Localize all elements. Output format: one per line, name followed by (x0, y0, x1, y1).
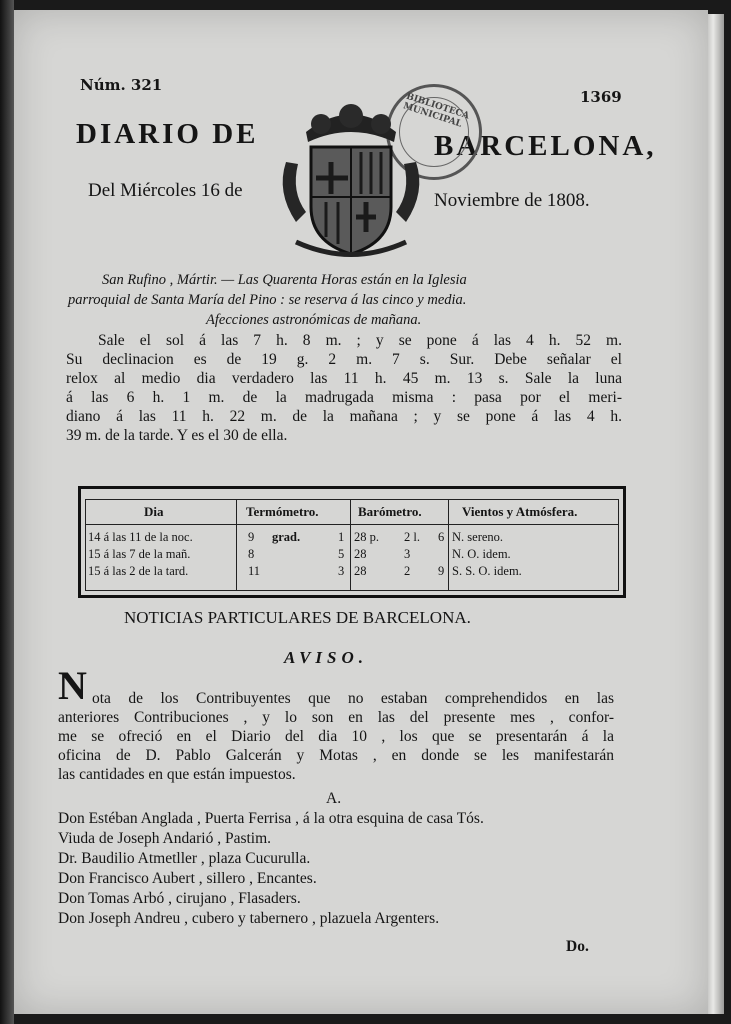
masthead-right: BARCELONA, (434, 130, 657, 162)
cell-baro-lines: 2 (404, 564, 411, 578)
date-left: Del Miércoles 16 de (88, 180, 243, 201)
astro-line: diano á las 11 h. 22 m. de la mañana ; y se pone á las 4 h. (66, 408, 622, 425)
aviso-line: las cantidades en que están impuestos. (58, 766, 296, 783)
aviso-line: anteriores Contribuciones , y lo son en las del presente mes , confor- (58, 709, 614, 726)
cell-baro: 28 (354, 547, 367, 561)
astro-line: Su declinacion es de 19 g. 2 m. 7 s. Sur. Debe señalar el (66, 351, 622, 368)
cell-termo-unit: grad. (272, 530, 301, 544)
cell-termo: 9 (248, 530, 255, 544)
aviso-line: oficina de D. Pablo Galcerán y Motas , en donde se les manifestarán (58, 747, 614, 764)
header-barometro: Barómetro. (358, 504, 422, 519)
cell-viento: S. S. O. idem. (452, 564, 522, 578)
astro-line: Sale el sol á las 7 h. 8 m. ; y se pone á las 4 h. 52 m. (98, 332, 622, 349)
cell-baro-lines: 2 l. (404, 530, 420, 544)
header-termometro: Termómetro. (246, 504, 319, 519)
cell-dia: 15 á las 7 de la mañ. (88, 547, 191, 561)
header-dia: Dia (144, 504, 164, 519)
contributor-entry: Don Joseph Andreu , cubero y tabernero , plazuela Argenters. (58, 910, 440, 927)
saint-of-day: San Rufino , Mártir. — Las Quarenta Horas están en la Iglesia (102, 272, 467, 288)
cell-baro-lines: 3 (404, 547, 411, 561)
page-edge (706, 14, 724, 1014)
catchword: Do. (566, 938, 589, 955)
date-right: Noviembre de 1808. (434, 190, 590, 211)
aviso-line: me se ofreció en el Diario del dia 10 , los que se presentarán á la (58, 728, 614, 745)
cell-termo: 8 (248, 547, 255, 561)
newspaper-page (14, 10, 708, 1014)
cell-dia: 14 á las 11 de la noc. (88, 530, 193, 544)
coat-of-arms-icon (276, 102, 426, 262)
cell-termo-frac: 5 (338, 547, 345, 561)
astro-line: relox al medio dia verdadero las 11 h. 45 m. 13 s. Sale la luna (66, 370, 622, 387)
library-stamp: BIBLIOTECA MUNICIPAL (386, 84, 482, 180)
binding-shadow (0, 0, 14, 1024)
church-notice: parroquial de Santa María del Pino : se reserva á las cinco y media. (68, 292, 467, 308)
dropcap: N (58, 663, 87, 708)
astro-heading: Afecciones astronómicas de mañana. (206, 312, 422, 328)
page-number: 1369 (580, 88, 622, 106)
contributor-entry: Don Francisco Aubert , sillero , Encantes. (58, 870, 317, 887)
cell-termo: 11 (248, 564, 261, 578)
cell-viento: N. O. idem. (452, 547, 511, 561)
header-vientos: Vientos y Atmósfera. (462, 504, 578, 519)
weather-table (78, 486, 626, 598)
astro-line: á las 6 h. 1 m. de la madrugada misma : pasa por el meri- (66, 389, 622, 406)
cell-termo-frac: 1 (338, 530, 345, 544)
cell-baro-frac: 6 (438, 530, 445, 544)
contributor-entry: Viuda de Joseph Andarió , Pastim. (58, 830, 272, 847)
aviso-title: AVISO. (284, 648, 369, 667)
astro-line: 39 m. de la tarde. Y es el 30 de ella. (66, 427, 288, 444)
aviso-line: ota de los Contribuyentes que no estaban comprehendidos en las (92, 690, 614, 707)
contributor-entry: Dr. Baudilio Atmetller , plaza Cucurulla. (58, 850, 311, 867)
cell-baro-frac: 9 (438, 564, 445, 578)
section-title: NOTICIAS PARTICULARES DE BARCELONA. (124, 608, 471, 627)
cell-dia: 15 á las 2 de la tard. (88, 564, 189, 578)
contributor-entry: Don Estéban Anglada , Puerta Ferrisa , á la otra esquina de casa Tós. (58, 810, 484, 827)
cell-viento: N. sereno. (452, 530, 504, 544)
letter-heading: A. (326, 790, 342, 807)
cell-baro: 28 (354, 564, 367, 578)
contributor-entry: Don Tomas Arbó , cirujano , Flasaders. (58, 890, 301, 907)
issue-number: Núm. 321 (80, 76, 163, 94)
masthead-left: DIARIO DE (76, 118, 259, 150)
cell-baro: 28 p. (354, 530, 379, 544)
cell-termo-frac: 3 (338, 564, 345, 578)
